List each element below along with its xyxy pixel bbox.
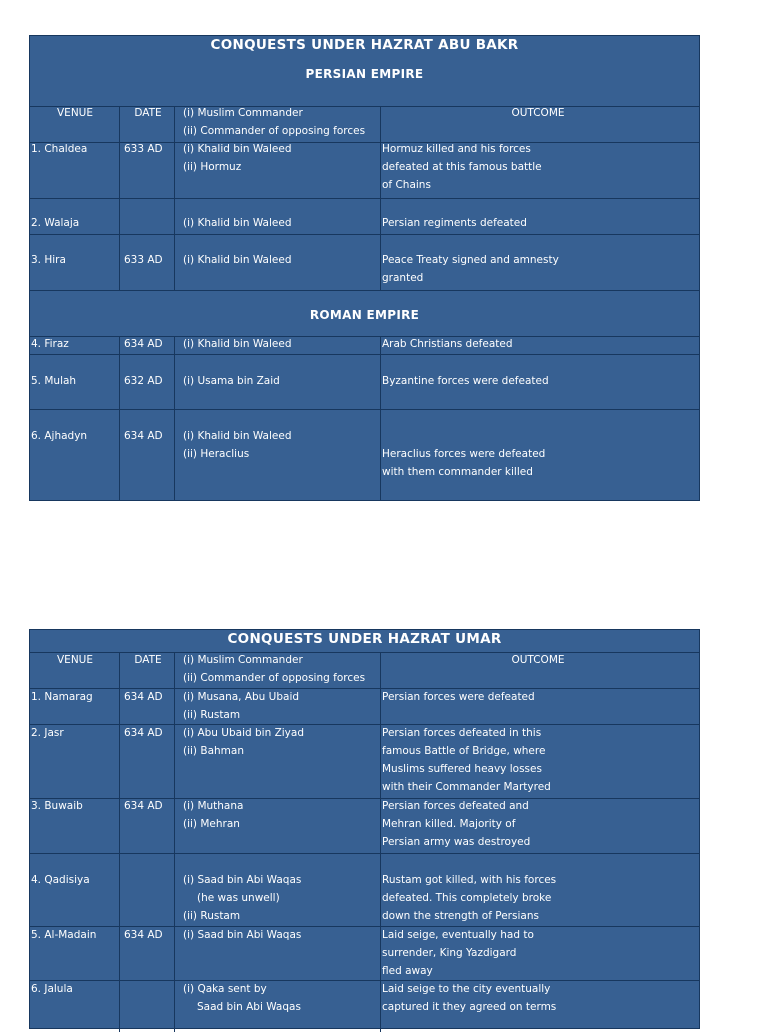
commander-cell: (i) Saad bin Abi Waqas (he was unwell) (ii) Rustam (183, 874, 302, 922)
commander-cell: (i) Musana, Abu Ubaid (ii) Rustam (183, 691, 300, 721)
commander-cell: (i) Khalid bin Waleed (183, 254, 292, 266)
date-cell: 634 AD (124, 430, 163, 442)
date-cell: 632 AD (124, 375, 163, 387)
column-divider (119, 652, 120, 1032)
date-cell: 634 AD (124, 338, 163, 350)
outcome-cell: Rustam got killed, with his forces defeated. This completely broke down the strength of Persians (382, 874, 557, 922)
outcome-cell: Persian forces defeated in this famous Battle of Bridge, where Muslims suffered heavy losses with their Commander Martyred (382, 727, 551, 793)
commander-cell: (i) Usama bin Zaid (183, 375, 280, 387)
outcome-header: OUTCOME (511, 107, 565, 119)
outcome-cell: Persian forces defeated and Mehran killed. Majority of Persian army was destroyed (382, 800, 531, 848)
commander-cell: (i) Khalid bin Waleed (ii) Heraclius (183, 430, 292, 460)
date-cell: 634 AD (124, 929, 163, 941)
venue-header: VENUE (57, 107, 93, 119)
outcome-cell: Laid seige, eventually had to surrender, King Yazdigard fled away (382, 929, 534, 977)
table-title: CONQUESTS UNDER HAZRAT UMAR (227, 631, 502, 647)
commander-cell: (i) Abu Ubaid bin Ziyad (ii) Bahman (183, 727, 304, 757)
column-divider (174, 106, 175, 290)
row-divider (30, 234, 699, 235)
date-cell: 634 AD (124, 800, 163, 812)
date-cell: 633 AD (124, 254, 163, 266)
commander-header: (i) Muslim Commander (ii) Commander of opposing forces (183, 107, 366, 137)
outcome-cell: Peace Treaty signed and amnesty granted (382, 254, 559, 284)
commander-header: (i) Muslim Commander (ii) Commander of opposing forces (183, 654, 366, 684)
column-divider (380, 652, 381, 1032)
venue-cell: 5. Al-Madain (31, 929, 97, 941)
row-divider (30, 354, 699, 355)
outcome-cell: Persian forces were defeated (382, 691, 535, 703)
table-title: CONQUESTS UNDER HAZRAT ABU BAKR (210, 37, 519, 53)
outcome-header: OUTCOME (511, 654, 565, 666)
date-cell: 633 AD (124, 143, 163, 155)
column-divider (119, 106, 120, 290)
date-cell: 634 AD (124, 727, 163, 739)
commander-cell: (i) Saad bin Abi Waqas (183, 929, 302, 941)
commander-cell: (i) Khalid bin Waleed (ii) Hormuz (183, 143, 292, 173)
venue-cell: 3. Hira (31, 254, 66, 266)
commander-cell: (i) Muthana (ii) Mehran (183, 800, 244, 830)
outcome-cell: Heraclius forces were defeated with them commander killed (382, 448, 546, 478)
column-divider (119, 336, 120, 501)
column-divider (174, 336, 175, 501)
outcome-cell: Hormuz killed and his forces defeated at this famous battle of Chains (382, 143, 542, 191)
venue-cell: 6. Ajhadyn (31, 430, 88, 442)
venue-cell: 2. Jasr (31, 727, 64, 739)
umar-conquests-table (29, 629, 700, 1029)
date-header: DATE (134, 107, 162, 119)
date-cell: 634 AD (124, 691, 163, 703)
outcome-cell: Persian regiments defeated (382, 217, 527, 229)
row-divider (30, 853, 699, 854)
venue-cell: 4. Qadisiya (31, 874, 90, 886)
commander-cell: (i) Khalid bin Waleed (183, 217, 292, 229)
row-divider (30, 198, 699, 199)
commander-cell: (i) Qaka sent by Saad bin Abi Waqas (183, 983, 301, 1013)
section-heading-roman: ROMAN EMPIRE (309, 308, 420, 322)
outcome-cell: Arab Christians defeated (382, 338, 513, 350)
venue-header: VENUE (57, 654, 93, 666)
venue-cell: 4. Firaz (31, 338, 69, 350)
column-divider (174, 652, 175, 1032)
commander-cell: (i) Khalid bin Waleed (183, 338, 292, 350)
outcome-cell: Byzantine forces were defeated (382, 375, 549, 387)
abu-bakr-conquests-table (29, 35, 700, 501)
section-heading-persian: PERSIAN EMPIRE (305, 67, 424, 81)
venue-cell: 6. Jalula (31, 983, 73, 995)
row-divider (30, 290, 699, 291)
outcome-cell: Laid seige to the city eventually captured it they agreed on terms (382, 983, 557, 1013)
date-header: DATE (134, 654, 162, 666)
venue-cell: 1. Chaldea (31, 143, 88, 155)
venue-cell: 1. Namarag (31, 691, 93, 703)
column-divider (380, 106, 381, 290)
column-divider (380, 336, 381, 501)
row-divider (30, 409, 699, 410)
venue-cell: 3. Buwaib (31, 800, 83, 812)
venue-cell: 5. Mulah (31, 375, 77, 387)
venue-cell: 2. Walaja (31, 217, 80, 229)
